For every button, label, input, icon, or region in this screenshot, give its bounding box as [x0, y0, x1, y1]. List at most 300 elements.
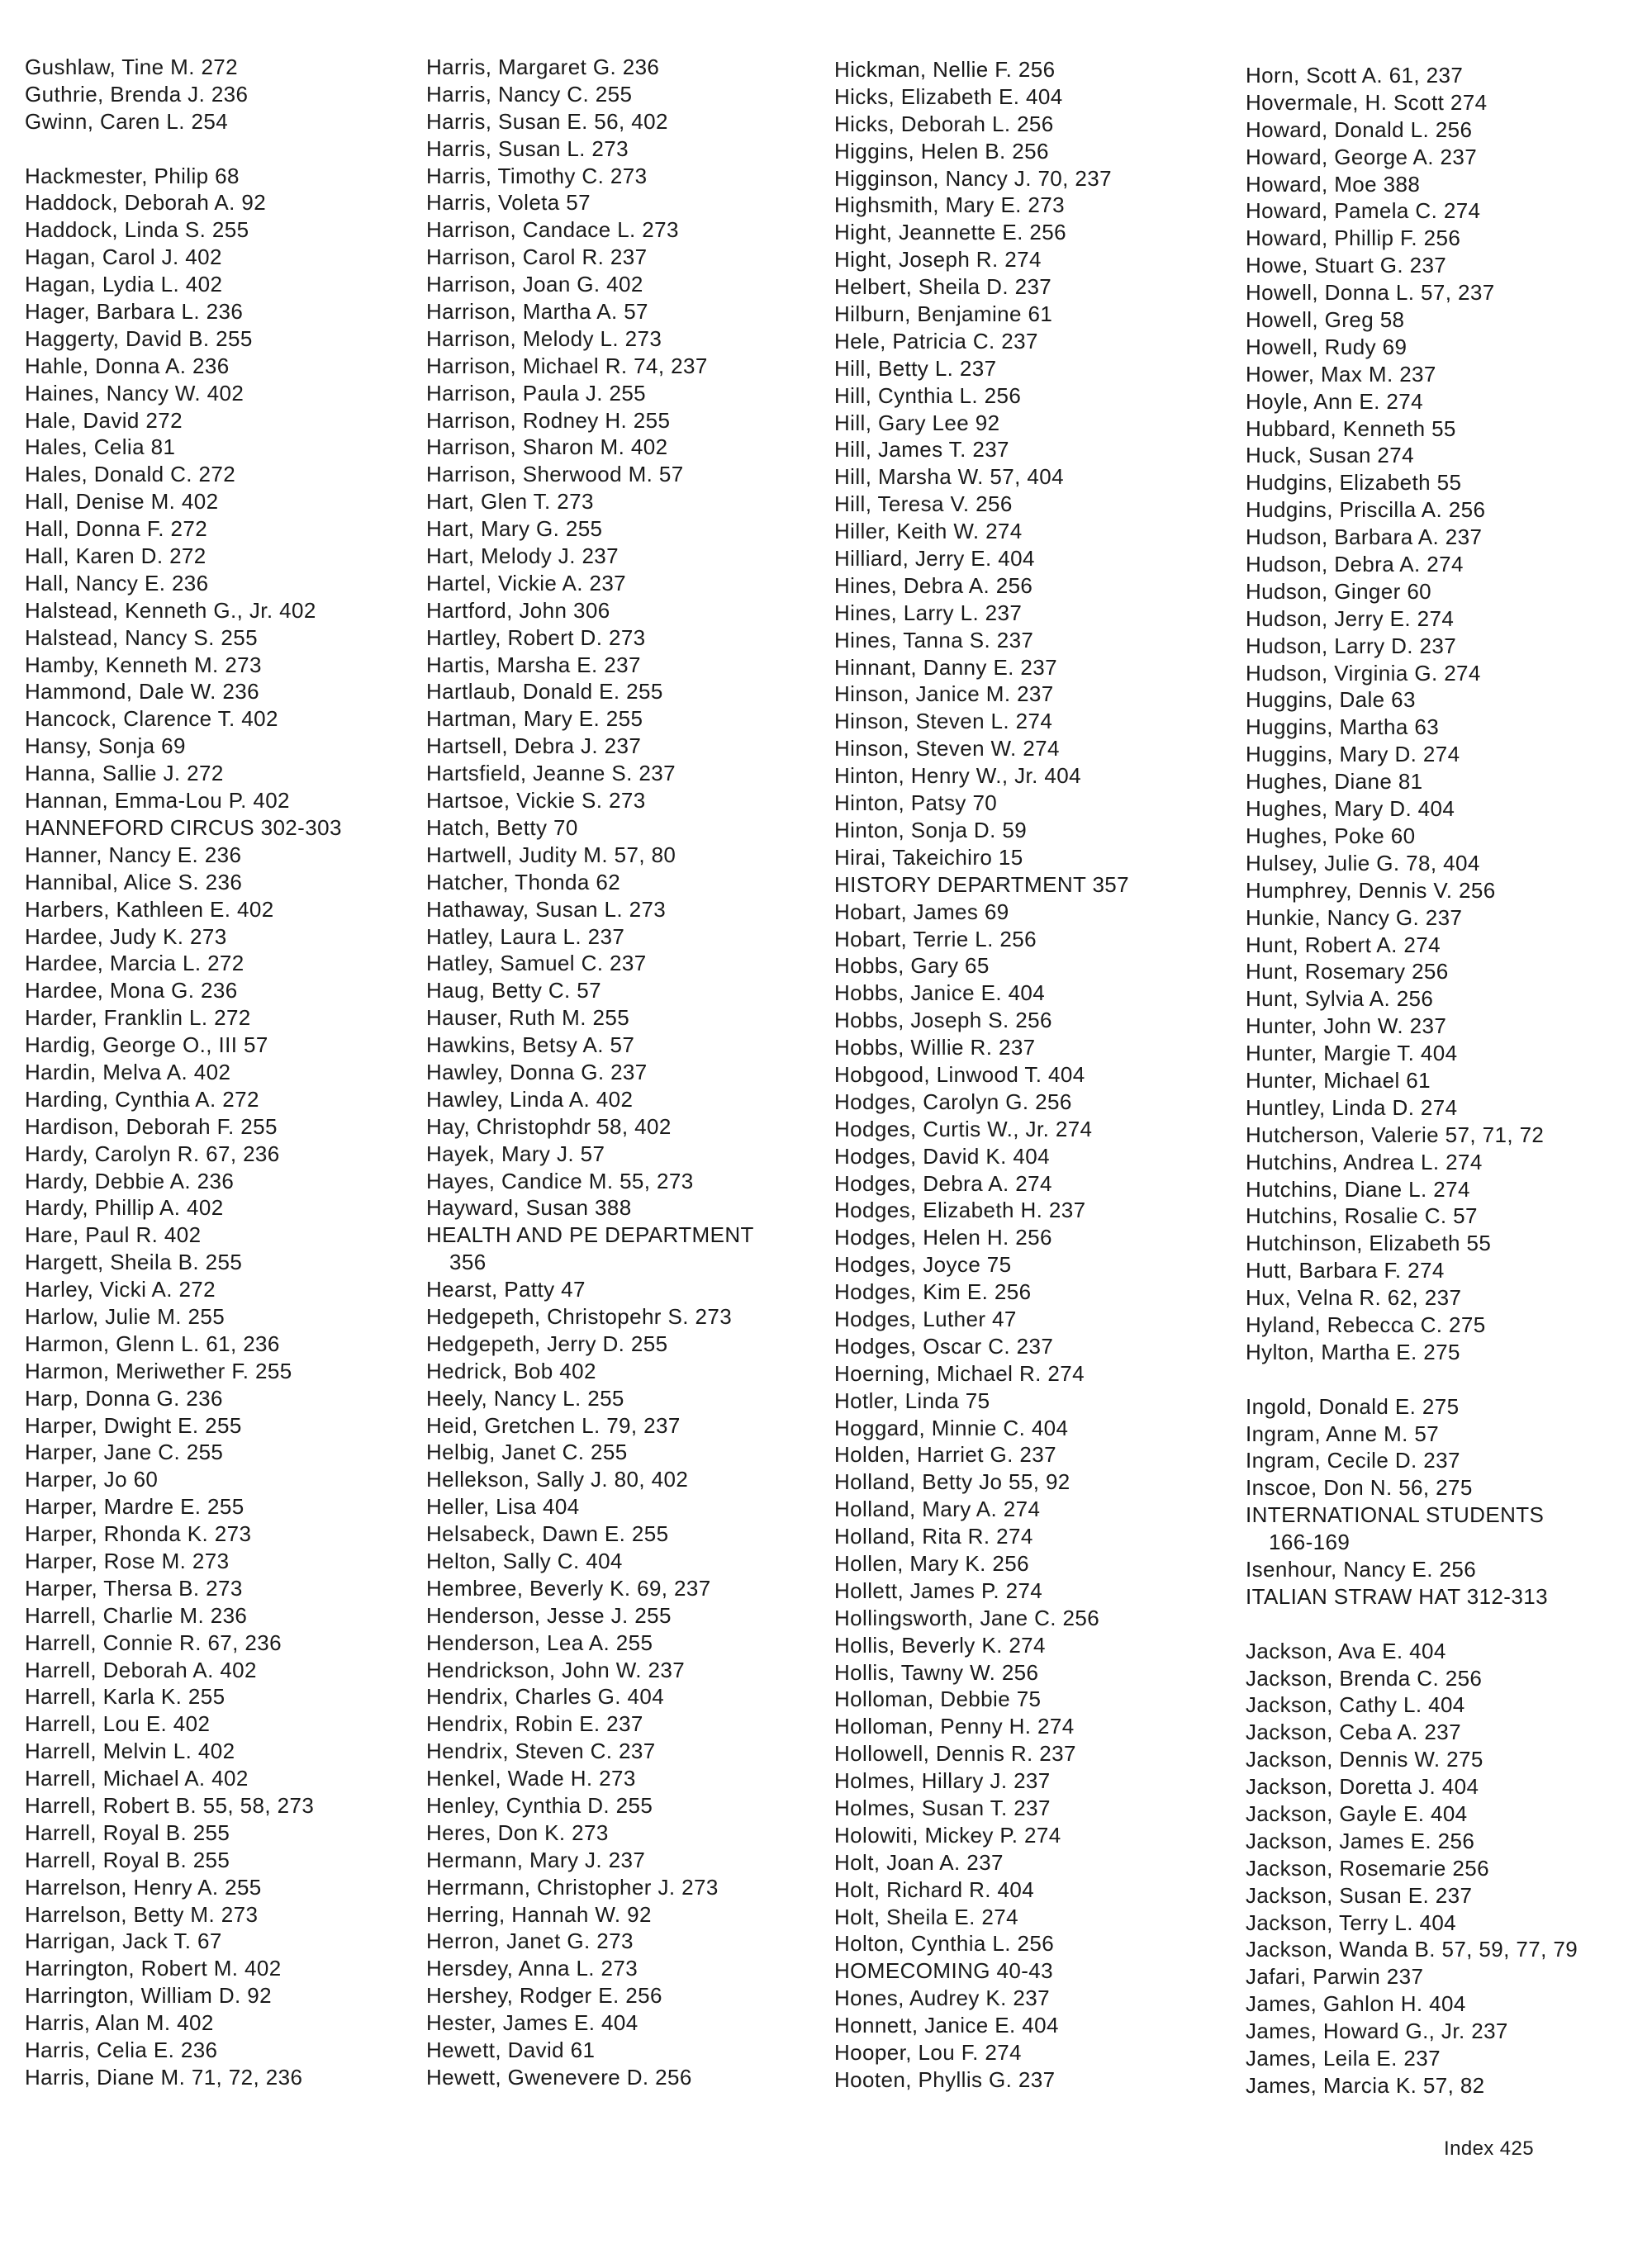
index-entry: Hutt, Barbara F. 274: [1246, 1258, 1445, 1283]
index-entry: Hodges, David K. 404: [834, 1143, 1050, 1169]
index-entry: Hudson, Debra A. 274: [1246, 552, 1464, 577]
index-entry: Honnett, Janice E. 404: [834, 2013, 1059, 2038]
index-entry: Harper, Mardre E. 255: [25, 1494, 244, 1520]
index-entry: Hutchins, Diane L. 274: [1246, 1176, 1470, 1202]
index-entry: Ingram, Anne M. 57: [1246, 1421, 1440, 1446]
index-entry: Hinson, Steven W. 274: [834, 736, 1060, 761]
index-entry: Hodges, Carolyn G. 256: [834, 1089, 1072, 1114]
index-entry: Hatch, Betty 70: [426, 814, 578, 840]
index-entry: Harris, Diane M. 71, 72, 236: [25, 2064, 303, 2090]
index-entry: Hudson, Jerry E. 274: [1246, 605, 1455, 631]
index-entry: Haggerty, David B. 255: [25, 325, 253, 351]
index-entry: Hooten, Phyllis G. 237: [834, 2066, 1056, 2092]
index-entry: Hatley, Laura L. 237: [426, 923, 625, 949]
index-entry: Howe, Stuart G. 237: [1246, 253, 1447, 278]
index-entry: Hartsoe, Vickie S. 273: [426, 788, 646, 814]
index-entry: Henderson, Lea A. 255: [426, 1630, 653, 1655]
index-entry: Jackson, Terry L. 404: [1246, 1910, 1457, 1935]
index-entry: Hulsey, Julie G. 78, 404: [1246, 850, 1480, 875]
index-entry: Jafari, Parwin 237: [1246, 1964, 1424, 1990]
index-entry: Hermann, Mary J. 237: [426, 1847, 646, 1872]
index-entry: Humphrey, Dennis V. 256: [1246, 877, 1496, 903]
index-entry: Hall, Karen D. 272: [25, 543, 206, 569]
index-entry: Hooper, Lou F. 274: [834, 2040, 1022, 2066]
index-entry: Hodges, Oscar C. 237: [834, 1333, 1054, 1359]
index-entry: Isenhour, Nancy E. 256: [1246, 1556, 1477, 1582]
index-entry: Jackson, Ava E. 404: [1246, 1638, 1446, 1663]
index-entry: Hobbs, Gary 65: [834, 953, 990, 979]
index-entry: Harrison, Paula J. 255: [426, 380, 647, 406]
index-entry: Hardy, Phillip A. 402: [25, 1195, 224, 1221]
index-entry: Harmon, Meriwether F. 255: [25, 1358, 292, 1383]
index-entry: Hodges, Kim E. 256: [834, 1279, 1032, 1305]
index-entry: Hartel, Vickie A. 237: [426, 570, 627, 595]
index-column-1: [25, 54, 421, 2091]
index-entry: Jackson, Brenda C. 256: [1246, 1665, 1483, 1691]
index-entry: Gwinn, Caren L. 254: [25, 108, 229, 134]
index-entry: Hutcherson, Valerie 57, 71, 72: [1246, 1122, 1545, 1147]
index-entry: Hendrix, Charles G. 404: [426, 1684, 665, 1710]
index-entry: Hales, Celia 81: [25, 434, 176, 460]
index-entry: Huggins, Mary D. 274: [1246, 742, 1460, 767]
index-entry: Hinson, Steven L. 274: [834, 709, 1053, 734]
index-entry: Huggins, Martha 63: [1246, 714, 1440, 740]
index-entry: Harrell, Melvin L. 402: [25, 1739, 235, 1764]
index-entry: Hutchins, Andrea L. 274: [1246, 1149, 1483, 1174]
index-entry: Harris, Susan E. 56, 402: [426, 108, 668, 134]
index-entry: Harrell, Robert B. 55, 58, 273: [25, 1793, 315, 1818]
index-entry: Hayek, Mary J. 57: [426, 1141, 605, 1166]
index-entry: HEALTH AND PE DEPARTMENT: [426, 1222, 754, 1248]
index-entry: Hay, Christophdr 58, 402: [426, 1113, 672, 1139]
index-entry: Hall, Donna F. 272: [25, 516, 208, 542]
index-entry: Harrison, Sherwood M. 57: [426, 462, 684, 487]
index-entry: HANNEFORD CIRCUS 302-303: [25, 814, 342, 840]
index-entry: Hagan, Carol J. 402: [25, 244, 222, 270]
index-entry: Hewett, Gwenevere D. 256: [426, 2064, 692, 2090]
index-entry: Halstead, Nancy S. 255: [25, 624, 258, 650]
index-entry: Harrison, Michael R. 74, 237: [426, 353, 708, 378]
index-entry: Henderson, Jesse J. 255: [426, 1602, 672, 1628]
index-entry: Hartwell, Judity M. 57, 80: [426, 842, 676, 867]
index-entry: Hubbard, Kenneth 55: [1246, 415, 1456, 441]
index-entry: Harrell, Royal B. 255: [25, 1819, 230, 1845]
index-entry: Holden, Harriet G. 237: [834, 1442, 1056, 1468]
index-entry: Hyland, Rebecca C. 275: [1246, 1312, 1486, 1337]
index-entry: Hardy, Carolyn R. 67, 236: [25, 1141, 280, 1166]
index-entry: Hicks, Deborah L. 256: [834, 111, 1054, 136]
index-entry: Hendrickson, John W. 237: [426, 1657, 686, 1682]
index-entry: Hartsfield, Jeanne S. 237: [426, 761, 676, 786]
index-entry: Inscoe, Don N. 56, 275: [1246, 1475, 1473, 1501]
index-entry: Harley, Vicki A. 272: [25, 1277, 216, 1302]
index-entry: Hardee, Marcia L. 272: [25, 951, 244, 976]
section-gap: [1246, 1611, 1642, 1638]
index-entry: Hersdey, Anna L. 273: [426, 1956, 638, 1981]
index-entry: Holland, Mary A. 274: [834, 1497, 1041, 1522]
index-entry: Heely, Nancy L. 255: [426, 1385, 624, 1411]
index-entry: Hilburn, Benjamine 61: [834, 301, 1053, 327]
index-entry: Hele, Patricia C. 237: [834, 328, 1038, 353]
index-entry: Howard, Moe 388: [1246, 171, 1421, 197]
index-entry: Hedrick, Bob 402: [426, 1358, 596, 1383]
index-entry: Hoerning, Michael R. 274: [834, 1360, 1085, 1386]
index-entry: Hawley, Donna G. 237: [426, 1059, 648, 1084]
index-entry: Haug, Betty C. 57: [426, 978, 602, 1003]
index-entry: Hodges, Luther 47: [834, 1306, 1017, 1331]
index-entry: Holowiti, Mickey P. 274: [834, 1822, 1061, 1848]
index-entry: Hager, Barbara L. 236: [25, 299, 244, 325]
index-entry: Hollen, Mary K. 256: [834, 1550, 1029, 1576]
index-entry: Hinnant, Danny E. 237: [834, 654, 1058, 680]
index-entry: Hewett, David 61: [426, 2038, 596, 2063]
index-entry: Jackson, Doretta J. 404: [1246, 1774, 1479, 1800]
index-entry: Hartman, Mary E. 255: [426, 706, 643, 732]
index-entry: Heller, Lisa 404: [426, 1494, 580, 1520]
index-entry: Hill, Betty L. 237: [834, 355, 997, 381]
index-entry: Harrison, Candace L. 273: [426, 217, 679, 243]
index-column-4: [1246, 62, 1642, 2099]
index-entry: Hodges, Helen H. 256: [834, 1225, 1052, 1250]
index-entry: Harper, Dwight E. 255: [25, 1412, 242, 1438]
index-entry: Hatley, Samuel C. 237: [426, 951, 647, 976]
index-entry: 166-169: [1269, 1530, 1351, 1555]
index-entry: Highsmith, Mary E. 273: [834, 192, 1066, 218]
index-entry: Jackson, Susan E. 237: [1246, 1882, 1473, 1908]
index-entry: Hollis, Beverly K. 274: [834, 1632, 1046, 1658]
index-entry: Hollingsworth, Jane C. 256: [834, 1605, 1100, 1630]
index-entry: Heid, Gretchen L. 79, 237: [426, 1412, 681, 1438]
index-entry: Hotler, Linda 75: [834, 1388, 990, 1413]
index-entry: Hembree, Beverly K. 69, 237: [426, 1575, 711, 1601]
index-entry: Hicks, Elizabeth E. 404: [834, 83, 1063, 109]
index-entry: Hardee, Judy K. 273: [25, 923, 227, 949]
index-entry: Howell, Greg 58: [1246, 307, 1405, 333]
index-entry: Harp, Donna G. 236: [25, 1385, 223, 1411]
index-entry: Hunt, Sylvia A. 256: [1246, 986, 1434, 1012]
index-entry: Hodges, Debra A. 274: [834, 1170, 1052, 1196]
index-entry: Hines, Larry L. 237: [834, 600, 1023, 625]
index-entry: ITALIAN STRAW HAT 312-313: [1246, 1583, 1548, 1609]
index-entry: Hill, Gary Lee 92: [834, 410, 1000, 435]
index-entry: Hones, Audrey K. 237: [834, 1985, 1050, 2011]
index-entry: Harper, Rose M. 273: [25, 1548, 230, 1573]
index-entry: Hauser, Ruth M. 255: [426, 1005, 630, 1031]
index-entry: Harding, Cynthia A. 272: [25, 1086, 259, 1112]
index-entry: Harrelson, Henry A. 255: [25, 1874, 262, 1900]
index-entry: Hollowell, Dennis R. 237: [834, 1741, 1076, 1767]
index-entry: Holland, Rita R. 274: [834, 1524, 1033, 1549]
index-entry: Hardig, George O., III 57: [25, 1032, 268, 1058]
index-entry: Hackmester, Philip 68: [25, 163, 240, 188]
index-entry: Hanna, Sallie J. 272: [25, 761, 224, 786]
index-entry: Hill, Cynthia L. 256: [834, 382, 1022, 408]
index-entry: Hendrix, Robin E. 237: [426, 1711, 643, 1737]
index-entry: Hilliard, Jerry E. 404: [834, 546, 1035, 572]
index-entry: James, Gahlon H. 404: [1246, 1991, 1466, 2017]
index-entry: Harrison, Martha A. 57: [426, 299, 648, 325]
index-entry: Higgins, Helen B. 256: [834, 138, 1049, 164]
index-entry: Hawley, Linda A. 402: [426, 1086, 634, 1112]
index-entry: Hoggard, Minnie C. 404: [834, 1415, 1069, 1440]
index-entry: Herring, Hannah W. 92: [426, 1901, 652, 1927]
index-entry: Harmon, Glenn L. 61, 236: [25, 1331, 280, 1356]
index-entry: Holloman, Debbie 75: [834, 1687, 1042, 1712]
index-entry: Hobbs, Janice E. 404: [834, 980, 1046, 1006]
index-entry: Hester, James E. 404: [426, 2010, 638, 2036]
index-entry: Herrmann, Christopher J. 273: [426, 1874, 719, 1900]
index-entry: Hagan, Lydia L. 402: [25, 272, 223, 297]
index-entry: Hodges, Elizabeth H. 237: [834, 1198, 1086, 1223]
index-entry: Hoyle, Ann E. 274: [1246, 388, 1423, 414]
index-entry: Hobbs, Willie R. 237: [834, 1035, 1036, 1060]
index-entry: Hardee, Mona G. 236: [25, 978, 238, 1003]
index-entry: Hodges, Joyce 75: [834, 1252, 1012, 1278]
index-entry: Hare, Paul R. 402: [25, 1222, 202, 1248]
index-entry: Harris, Susan L. 273: [426, 135, 629, 161]
index-entry: Hunter, Michael 61: [1246, 1067, 1431, 1093]
index-entry: Holmes, Susan T. 237: [834, 1796, 1051, 1820]
index-entry: Jackson, Cathy L. 404: [1246, 1692, 1465, 1718]
index-entry: Hudson, Barbara A. 237: [1246, 524, 1483, 550]
index-entry: Harper, Thersa B. 273: [25, 1575, 243, 1601]
index-entry: Hinton, Sonja D. 59: [834, 817, 1028, 842]
index-entry: Hobart, Terrie L. 256: [834, 926, 1037, 951]
index-entry: 356: [449, 1250, 487, 1275]
index-entry: Holmes, Hillary J. 237: [834, 1768, 1051, 1794]
index-entry: Harrell, Connie R. 67, 236: [25, 1630, 282, 1655]
index-entry: Harris, Celia E. 236: [25, 2038, 218, 2063]
index-entry: Hobbs, Joseph S. 256: [834, 1008, 1052, 1033]
index-entry: Harder, Franklin L. 272: [25, 1005, 251, 1031]
index-entry: Harper, Jo 60: [25, 1467, 159, 1492]
index-entry: Harris, Voleta 57: [426, 190, 591, 216]
index-entry: Hill, Marsha W. 57, 404: [834, 464, 1064, 490]
index-entry: Hobart, James 69: [834, 899, 1009, 924]
index-entry: Hale, David 272: [25, 407, 183, 433]
index-entry: Howell, Rudy 69: [1246, 334, 1408, 359]
index-entry: Harris, Nancy C. 255: [426, 81, 633, 107]
index-entry: Harrison, Joan G. 402: [426, 272, 643, 297]
index-column-2: [426, 54, 823, 2091]
index-entry: Hower, Max M. 237: [1246, 361, 1436, 387]
index-entry: Howell, Donna L. 57, 237: [1246, 280, 1495, 306]
index-entry: Howard, George A. 237: [1246, 144, 1478, 169]
index-entry: Helbert, Sheila D. 237: [834, 274, 1052, 300]
index-entry: James, Leila E. 237: [1246, 2046, 1441, 2071]
index-entry: Hansy, Sonja 69: [25, 733, 186, 759]
index-entry: Jackson, Wanda B. 57, 59, 77, 79: [1246, 1937, 1578, 1962]
index-entry: Hart, Glen T. 273: [426, 489, 594, 515]
index-entry: Horn, Scott A. 61, 237: [1246, 63, 1464, 88]
index-entry: Hight, Jeannette E. 256: [834, 220, 1066, 245]
index-entry: Hudgins, Elizabeth 55: [1246, 470, 1462, 496]
index-entry: Howard, Pamela C. 274: [1246, 198, 1481, 224]
index-entry: Hartis, Marsha E. 237: [426, 652, 641, 677]
index-entry: Harper, Jane C. 255: [25, 1440, 224, 1465]
index-entry: Harrison, Carol R. 237: [426, 244, 648, 270]
index-entry: Howard, Phillip F. 256: [1246, 225, 1461, 251]
index-entry: Hirai, Takeichiro 15: [834, 844, 1023, 870]
index-entry: Hannan, Emma-Lou P. 402: [25, 788, 290, 814]
index-entry: Hart, Mary G. 255: [426, 516, 603, 542]
index-entry: Harris, Margaret G. 236: [426, 55, 660, 79]
index-entry: Hux, Velna R. 62, 237: [1246, 1285, 1462, 1311]
index-entry: Harlow, Julie M. 255: [25, 1303, 225, 1329]
index-entry: Harrison, Rodney H. 255: [426, 407, 671, 433]
index-entry: Haines, Nancy W. 402: [25, 380, 244, 406]
index-entry: Harrell, Lou E. 402: [25, 1711, 211, 1737]
index-entry: Hutchinson, Elizabeth 55: [1246, 1231, 1492, 1256]
index-entry: Jackson, Gayle E. 404: [1246, 1801, 1468, 1826]
index-entry: Hughes, Mary D. 404: [1246, 796, 1455, 822]
index-entry: Hylton, Martha E. 275: [1246, 1339, 1460, 1364]
index-entry: Hawkins, Betsy A. 57: [426, 1032, 635, 1058]
index-entry: Hartlaub, Donald E. 255: [426, 679, 663, 705]
index-entry: Hudgins, Priscilla A. 256: [1246, 497, 1486, 523]
index-entry: Jackson, Ceba A. 237: [1246, 1720, 1461, 1745]
index-entry: Harrell, Deborah A. 402: [25, 1657, 257, 1682]
index-entry: Harbers, Kathleen E. 402: [25, 896, 274, 922]
index-entry: Hudson, Larry D. 237: [1246, 633, 1457, 658]
index-entry: Holloman, Penny H. 274: [834, 1714, 1075, 1739]
index-entry: Helton, Sally C. 404: [426, 1548, 623, 1573]
index-entry: Hines, Debra A. 256: [834, 572, 1033, 598]
index-entry: Hedgepeth, Christopehr S. 273: [426, 1303, 733, 1329]
index-entry: Harper, Rhonda K. 273: [25, 1521, 252, 1547]
index-entry: Herron, Janet G. 273: [426, 1929, 634, 1954]
index-entry: Henkel, Wade H. 273: [426, 1766, 636, 1791]
index-column-3: [834, 56, 1231, 2094]
index-entry: Hearst, Patty 47: [426, 1277, 586, 1302]
page-number: Index 425: [1444, 2137, 1535, 2160]
index-entry: Harrell, Karla K. 255: [25, 1684, 225, 1710]
index-entry: Hill, James T. 237: [834, 437, 1009, 463]
index-entry: Hathaway, Susan L. 273: [426, 896, 667, 922]
index-entry: Hartley, Robert D. 273: [426, 624, 646, 650]
index-entry: Hartsell, Debra J. 237: [426, 733, 642, 759]
index-entry: Hughes, Poke 60: [1246, 823, 1416, 848]
index-entry: Hinson, Janice M. 237: [834, 681, 1054, 707]
index-entry: Hamby, Kenneth M. 273: [25, 652, 262, 677]
index-entry: Hollis, Tawny W. 256: [834, 1659, 1039, 1685]
index-entry: Hancock, Clarence T. 402: [25, 706, 278, 732]
index-entry: Hall, Denise M. 402: [25, 489, 219, 515]
index-entry: Hobgood, Linwood T. 404: [834, 1061, 1085, 1087]
index-entry: Harrington, William D. 92: [25, 1983, 272, 2009]
index-entry: Hunt, Rosemary 256: [1246, 959, 1449, 984]
index-entry: Higginson, Nancy J. 70, 237: [834, 165, 1112, 191]
index-entry: Harrell, Michael A. 402: [25, 1766, 249, 1791]
index-entry: Hershey, Rodger E. 256: [426, 1983, 662, 2009]
index-entry: Hartford, John 306: [426, 597, 610, 623]
index-entry: Holland, Betty Jo 55, 92: [834, 1469, 1070, 1495]
index-entry: Ingram, Cecile D. 237: [1246, 1448, 1460, 1473]
index-entry: Hudson, Ginger 60: [1246, 578, 1432, 604]
index-entry: Ingold, Donald E. 275: [1246, 1393, 1460, 1419]
index-entry: James, Howard G., Jr. 237: [1246, 2019, 1508, 2044]
index-entry: HISTORY DEPARTMENT 357: [834, 871, 1130, 897]
index-entry: Hedgepeth, Jerry D. 255: [426, 1331, 668, 1356]
index-entry: Haddock, Linda S. 255: [25, 217, 249, 243]
index-entry: Hardy, Debbie A. 236: [25, 1168, 235, 1193]
index-entry: Hinton, Henry W., Jr. 404: [834, 763, 1082, 789]
index-entry: Harris, Timothy C. 273: [426, 163, 648, 188]
index-entry: Hiller, Keith W. 274: [834, 519, 1023, 544]
index-entry: Hodges, Curtis W., Jr. 274: [834, 1116, 1093, 1141]
index-entry: Hargett, Sheila B. 255: [25, 1250, 243, 1275]
index-entry: Hovermale, H. Scott 274: [1246, 89, 1488, 115]
index-entry: Howard, Donald L. 256: [1246, 116, 1473, 142]
index-entry: Gushlaw, Tine M. 272: [25, 55, 239, 79]
index-entry: Hanner, Nancy E. 236: [25, 842, 242, 867]
index-entry: Hollett, James P. 274: [834, 1577, 1043, 1603]
index-entry: Holton, Cynthia L. 256: [834, 1931, 1055, 1957]
index-entry: Hahle, Donna A. 236: [25, 353, 230, 378]
index-entry: Hunter, John W. 237: [1246, 1013, 1447, 1039]
index-entry: Hall, Nancy E. 236: [25, 570, 209, 595]
index-entry: Harrington, Robert M. 402: [25, 1956, 282, 1981]
index-entry: Hayes, Candice M. 55, 273: [426, 1168, 694, 1193]
index-entry: HOMECOMING 40-43: [834, 1958, 1054, 1984]
index-entry: Harrelson, Betty M. 273: [25, 1901, 259, 1927]
index-entry: Henley, Cynthia D. 255: [426, 1793, 653, 1818]
index-entry: Huggins, Dale 63: [1246, 687, 1416, 713]
index-entry: Harrigan, Jack T. 67: [25, 1929, 222, 1954]
index-entry: Hudson, Virginia G. 274: [1246, 660, 1481, 686]
index-entry: Hughes, Diane 81: [1246, 769, 1423, 795]
index-entry: Hickman, Nellie F. 256: [834, 57, 1056, 82]
section-gap: [25, 135, 421, 163]
index-entry: Hill, Teresa V. 256: [834, 491, 1013, 517]
index-entry: Harrell, Royal B. 255: [25, 1847, 230, 1872]
index-entry: Hardin, Melva A. 402: [25, 1059, 231, 1084]
index-entry: Hines, Tanna S. 237: [834, 627, 1034, 652]
index-entry: Hutchins, Rosalie C. 57: [1246, 1203, 1478, 1229]
index-entry: Halstead, Kenneth G., Jr. 402: [25, 597, 316, 623]
index-entry: Hunkie, Nancy G. 237: [1246, 904, 1463, 930]
index-entry: Jackson, Dennis W. 275: [1246, 1747, 1483, 1772]
index-entry: Holt, Joan A. 237: [834, 1849, 1004, 1875]
index-entry: Harris, Alan M. 402: [25, 2010, 214, 2036]
index-entry: Harrison, Sharon M. 402: [426, 434, 668, 460]
index-entry: Hayward, Susan 388: [426, 1195, 632, 1221]
index-entry: Hatcher, Thonda 62: [426, 869, 621, 894]
index-entry: Helbig, Janet C. 255: [426, 1440, 628, 1465]
index-entry: Holt, Sheila E. 274: [834, 1904, 1018, 1929]
index-entry: Guthrie, Brenda J. 236: [25, 81, 249, 107]
index-entry: Hight, Joseph R. 274: [834, 247, 1042, 273]
index-entry: Hendrix, Steven C. 237: [426, 1739, 656, 1764]
index-entry: Hammond, Dale W. 236: [25, 679, 260, 705]
index-entry: Jackson, Rosemarie 256: [1246, 1855, 1489, 1881]
index-entry: INTERNATIONAL STUDENTS: [1246, 1502, 1545, 1528]
index-entry: Heres, Don K. 273: [426, 1819, 609, 1845]
index-entry: Hannibal, Alice S. 236: [25, 869, 243, 894]
index-entry: Hardison, Deborah F. 255: [25, 1113, 278, 1139]
index-entry: Hunt, Robert A. 274: [1246, 932, 1441, 957]
index-entry: Huck, Susan 274: [1246, 443, 1415, 468]
index-entry: Harrell, Charlie M. 236: [25, 1602, 248, 1628]
index-entry: Hunter, Margie T. 404: [1246, 1041, 1458, 1066]
index-entry: James, Marcia K. 57, 82: [1246, 2072, 1485, 2098]
index-entry: Hinton, Patsy 70: [834, 790, 998, 816]
index-entry: Harrison, Melody L. 273: [426, 325, 662, 351]
index-entry: Haddock, Deborah A. 92: [25, 190, 267, 216]
index-entry: Hellekson, Sally J. 80, 402: [426, 1467, 689, 1492]
index-entry: Huntley, Linda D. 274: [1246, 1094, 1458, 1120]
index-entry: Helsabeck, Dawn E. 255: [426, 1521, 669, 1547]
